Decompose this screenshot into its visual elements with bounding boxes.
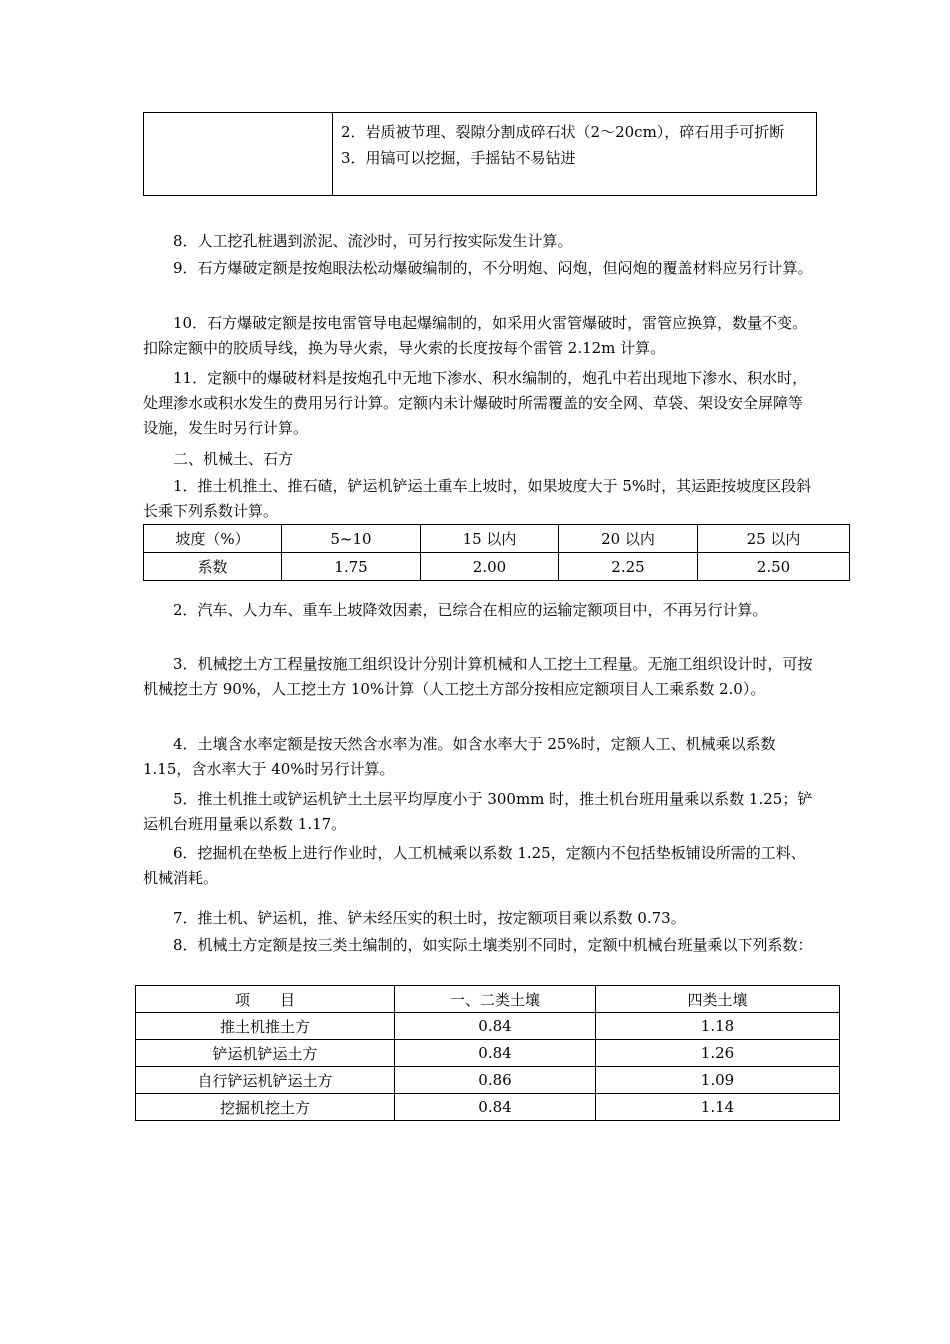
table-header-row [136,986,840,1013]
table-row [144,113,817,196]
table-header-cell: 项 目 [136,986,395,1013]
paragraph-m2: 2．汽车、人力车、重车上坡降效因素，已综合在相应的运输定额项目中，不再另行计算。 [173,601,768,619]
table-cell: 自行铲运机铲运土方 [136,1067,395,1094]
table-row [144,525,850,553]
paragraph-m1: 1．推土机推土、推石碴，铲运机铲运土重车上坡时，如果坡度大于 5%时，其运距按坡度区段斜长乘下列系数计算。 [143,477,812,520]
table-cell: 2.50 [698,553,850,581]
table-cell: 1.09 [596,1067,840,1094]
rock-classification-table-continued [143,112,817,196]
paragraph-8: 8．人工挖孔桩遇到淤泥、流沙时，可另行按实际发生计算。 [173,232,573,250]
table-header-cell: 一、二类土壤 [395,986,596,1013]
description-line: 3．用镐可以挖掘，手摇钻不易钻进 [341,149,576,167]
table-cell: 坡度（%） [144,525,282,553]
table-row [136,1013,840,1040]
table-row [136,1094,840,1121]
table-cell: 挖掘机挖土方 [136,1094,395,1121]
table-header-cell: 四类土壤 [596,986,840,1013]
table-row [136,1067,840,1094]
slope-coefficient-table [143,524,850,581]
table-cell: 0.84 [395,1040,596,1067]
table-cell: 1.75 [282,553,421,581]
paragraph-m7: 7．推土机、铲运机，推、铲未经压实的积土时，按定额项目乘以系数 0.73。 [173,909,686,927]
table-cell: 25 以内 [698,525,850,553]
table-cell: 铲运机铲运土方 [136,1040,395,1067]
table-cell: 1.14 [596,1094,840,1121]
table-cell: 5~10 [282,525,421,553]
table-cell: 20 以内 [559,525,698,553]
table-row [144,553,850,581]
table-cell: 系数 [144,553,282,581]
paragraph-m8: 8．机械土方定额是按三类土编制的，如实际土壤类别不同时，定额中机械台班量乘以下列系数： [173,936,813,954]
table-cell: 15 以内 [421,525,559,553]
paragraph-m3: 3．机械挖土方工程量按施工组织设计分别计算机械和人工挖土工程量。无施工组织设计时，可按机械挖土方 90%，人工挖土方 10%计算（人工挖土方部分按相应定额项目人工乘系数 2.0）。 [143,655,813,698]
table-cell: 2.00 [421,553,559,581]
paragraph-9: 9．石方爆破定额是按炮眼法松动爆破编制的，不分明炮、闷炮，但闷炮的覆盖材料应另行计算。 [173,259,813,277]
section-heading-mechanical: 二、机械土、石方 [173,450,294,468]
table-cell: 1.18 [596,1013,840,1040]
paragraph-11: 11．定额中的爆破材料是按炮孔中无地下渗水、积水编制的，炮孔中若出现地下渗水、积水时，处理渗水或积水发生的费用另行计算。定额内未计爆破时所需覆盖的安全网、草袋、架设安全屏障等设施，发生时另行计算。 [143,369,808,437]
table-cell-empty [144,113,333,196]
table-cell: 0.84 [395,1013,596,1040]
paragraph-m4: 4．土壤含水率定额是按天然含水率为准。如含水率大于 25%时，定额人工、机械乘以系数 1.15，含水率大于 40%时另行计算。 [143,735,776,778]
paragraph-10: 10．石方爆破定额是按电雷管导电起爆编制的，如采用火雷管爆破时，雷管应换算，数量不变。扣除定额中的胶质导线，换为导火索，导火索的长度按每个雷管 2.12m 计算。 [143,314,808,357]
table-cell-description [333,113,817,196]
description-line: 2．岩质被节理、裂隙分割成碎石状（2～20cm），碎石用手可折断 [341,123,785,141]
table-row [136,1040,840,1067]
paragraph-m5: 5．推土机推土或铲运机铲土土层平均厚度小于 300mm 时，推土机台班用量乘以系数 1.25；铲运机台班用量乘以系数 1.17。 [143,790,813,833]
table-cell: 推土机推土方 [136,1013,395,1040]
soil-class-coefficient-table [135,985,840,1121]
table-cell: 0.84 [395,1094,596,1121]
table-cell: 0.86 [395,1067,596,1094]
paragraph-m6: 6．挖掘机在垫板上进行作业时，人工机械乘以系数 1.25，定额内不包括垫板铺设所需的工料、机械消耗。 [143,844,806,887]
table-cell: 2.25 [559,553,698,581]
table-cell: 1.26 [596,1040,840,1067]
